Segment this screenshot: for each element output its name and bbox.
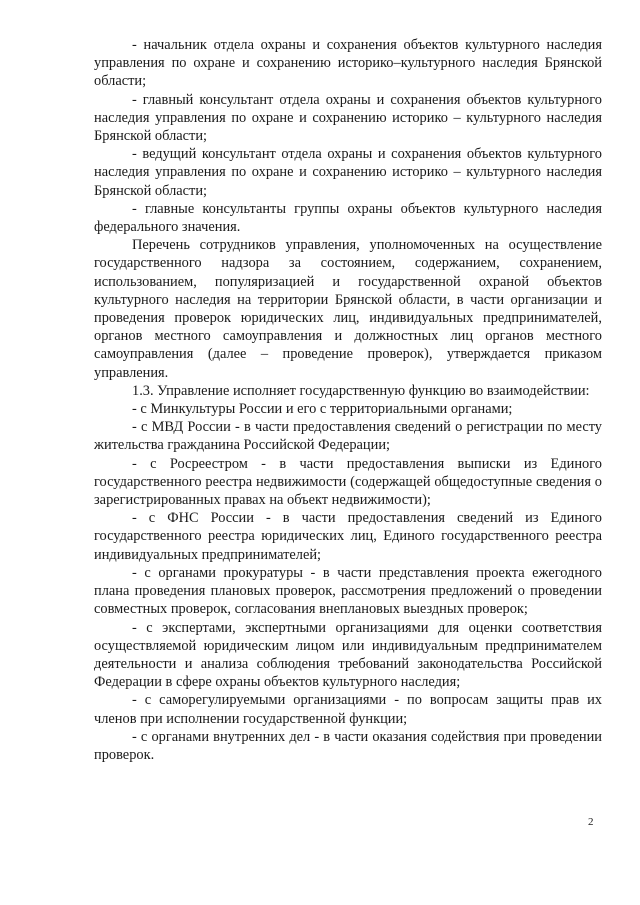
paragraph-head-of-department: - начальник отдела охраны и сохранения объектов культурного наследия управления по охране и сохранению историко–культурного наследия Брянской области; xyxy=(94,37,602,90)
paragraph-leading-consultant: - ведущий консультант отдела охраны и сохранения объектов культурного наследия управления по охране и сохранению историко – культурного наследия Брянской области; xyxy=(94,146,602,199)
paragraph-self-regulatory: - с саморегулируемыми организациями - по вопросам защиты прав их членов при исполнении государственной функции; xyxy=(94,692,602,727)
paragraph-staff-list: Перечень сотрудников управления, уполномоченных на осуществление государственного надзора за состоянием, содержанием, сохранением, использованием, популяризацией и государственной охраной объектов культурного наследия на территории Брянской области, в части организации и проведения проверок юридических лиц, индивидуальных предпринимателей, органов местного самоуправления и должностных лиц органов местного самоуправления (далее – проведение проверок), утверждается приказом управления. xyxy=(94,237,602,381)
page-number: 2 xyxy=(588,816,594,828)
paragraph-fns: - с ФНС России - в части предоставления сведений из Единого государственного реестра юридических лиц, Единого государственного реестра индивидуальных предпринимателей; xyxy=(94,510,602,563)
paragraph-section-1-3: 1.3. Управление исполняет государственную функцию во взаимодействии: xyxy=(132,382,590,399)
paragraph-chief-consultant: - главный консультант отдела охраны и сохранения объектов культурного наследия управления по охране и сохранению историко – культурного наследия Брянской области; xyxy=(94,91,602,145)
paragraph-mvd: - с МВД России - в части предоставления сведений о регистрации по месту жительства гражданина Российской Федерации; xyxy=(94,419,602,454)
paragraph-experts: - с экспертами, экспертными организациями для оценки соответствия осуществляемой юридическим лицом или индивидуальным предпринимателем деятельности и анализа соблюдения требований законодательства Российской Федерации в сфере охраны объектов культурного наследия; xyxy=(94,619,602,691)
paragraph-internal-affairs: - с органами внутренних дел - в части оказания содействия при проведении проверок. xyxy=(94,728,602,763)
document-body xyxy=(94,36,602,764)
paragraph-minculture: - с Минкультуры России и его с территориальными органами; xyxy=(132,401,513,418)
paragraph-chief-consultants-group: - главные консультанты группы охраны объектов культурного наследия федерального значения. xyxy=(94,200,602,236)
paragraph-rosreestr: - с Росреестром - в части предоставления выписки из Единого государственного реестра недвижимости (содержащей общедоступные сведения о зарегистрированных правах на объект недвижимости); xyxy=(94,455,602,509)
paragraph-prosecutor: - с органами прокуратуры - в части представления проекта ежегодного плана проведения плановых проверок, рассмотрения предложений о проведении совместных проверок, согласования внеплановых выездных проверок; xyxy=(94,564,602,618)
